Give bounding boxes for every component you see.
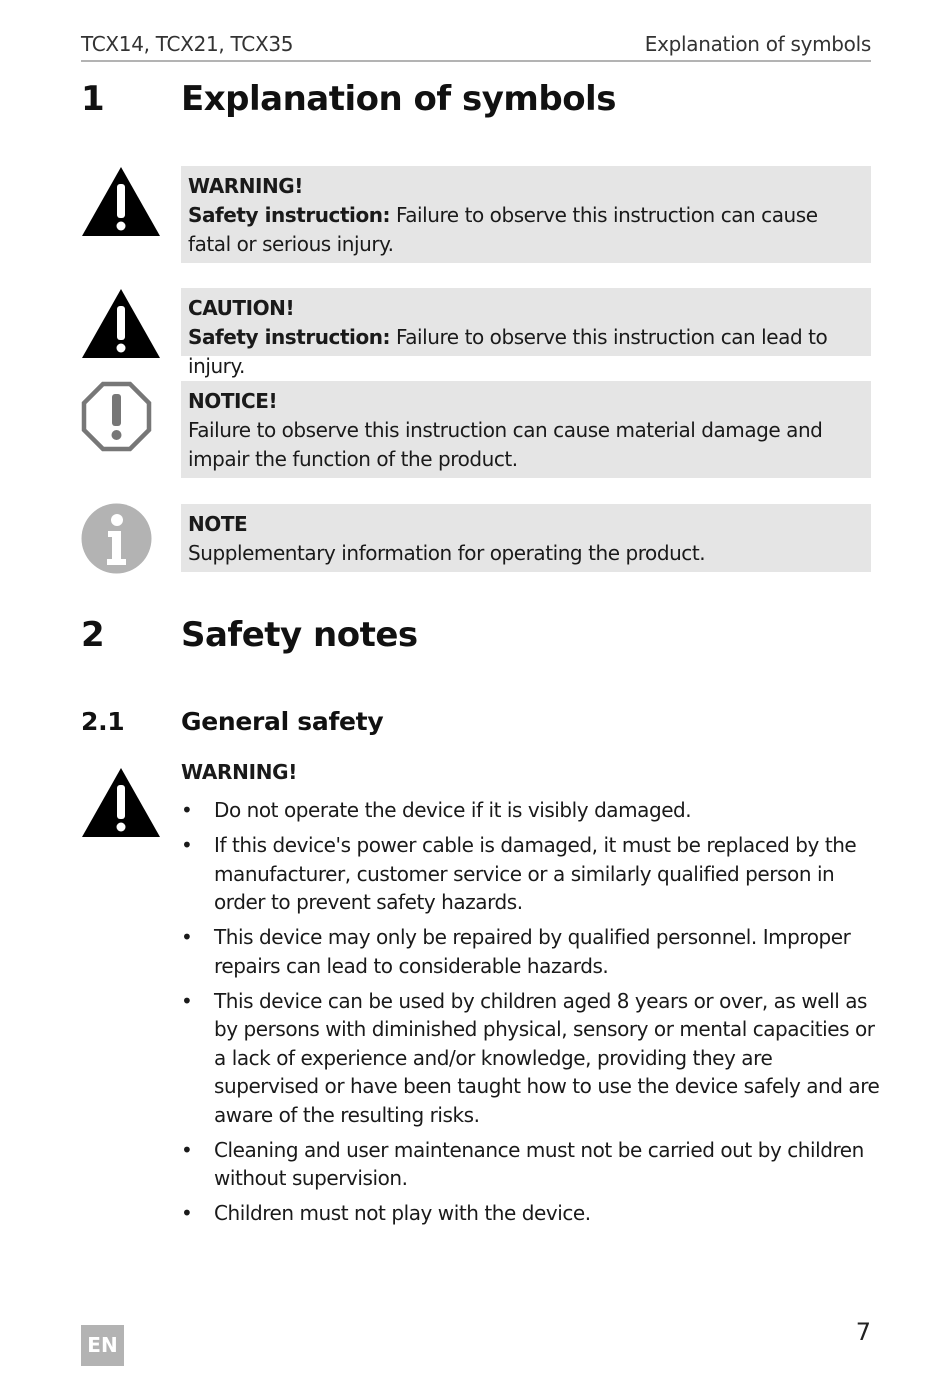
note-text: Supplementary information for operating the product. <box>188 541 706 565</box>
warning-description: Failure to observe this instruction can cause fatal or serious injury. <box>188 203 818 256</box>
header-section: Explanation of symbols <box>644 32 871 56</box>
general-safety-warning-title: WARNING! <box>181 760 298 784</box>
list-item: • Children must not play with the device. <box>181 1199 881 1228</box>
language-badge: EN <box>81 1325 124 1366</box>
section-2-1-number: 2.1 <box>81 707 125 736</box>
warning-title: WARNING! <box>188 174 303 198</box>
header-models: TCX14, TCX21, TCX35 <box>81 32 294 56</box>
section-2-number: 2 <box>81 615 105 655</box>
caution-label: Safety instruction: <box>188 325 391 349</box>
page-header <box>81 30 871 62</box>
section-2-title: Safety notes <box>181 615 418 655</box>
list-item: • If this device's power cable is damaged, it must be replaced by the manufacturer, customer service or a similarly qualified person in order to prevent safety hazards. <box>181 831 881 917</box>
notice-text: Failure to observe this instruction can cause material damage and impair the function of the product. <box>188 418 823 471</box>
list-item: • Do not operate the device if it is visibly damaged. <box>181 796 881 825</box>
notice-octagon-icon <box>81 381 152 452</box>
general-safety-warning-icon <box>81 767 161 838</box>
warning-label: Safety instruction: <box>188 203 391 227</box>
caution-description: Failure to observe this instruction can lead to injury. <box>188 325 828 378</box>
list-item: • Cleaning and user maintenance must not be carried out by children without supervision. <box>181 1136 881 1193</box>
warning-triangle-icon <box>81 166 161 237</box>
caution-title: CAUTION! <box>188 296 295 320</box>
page-number: 7 <box>855 1318 871 1346</box>
notice-box <box>181 381 871 478</box>
info-icon <box>81 503 152 574</box>
caution-text <box>188 323 863 381</box>
warning-box <box>181 166 871 263</box>
note-title: NOTE <box>188 512 248 536</box>
list-item: • This device may only be repaired by qualified personnel. Improper repairs can lead to considerable hazards. <box>181 923 881 980</box>
list-item: • This device can be used by children aged 8 years or over, as well as by persons with diminished physical, sensory or mental capacities or a lack of experience and/or knowledge, providing they are supervised or have been taught how to use the device safely and are aware of the resulting risks. <box>181 987 881 1130</box>
section-2-1-title: General safety <box>181 707 384 736</box>
section-1-number: 1 <box>81 79 105 119</box>
caution-triangle-icon <box>81 288 161 359</box>
caution-box <box>181 288 871 378</box>
warning-text <box>188 201 863 259</box>
notice-title: NOTICE! <box>188 389 278 413</box>
safety-list <box>181 796 881 1234</box>
note-box <box>181 504 871 572</box>
section-1-title: Explanation of symbols <box>181 79 616 119</box>
